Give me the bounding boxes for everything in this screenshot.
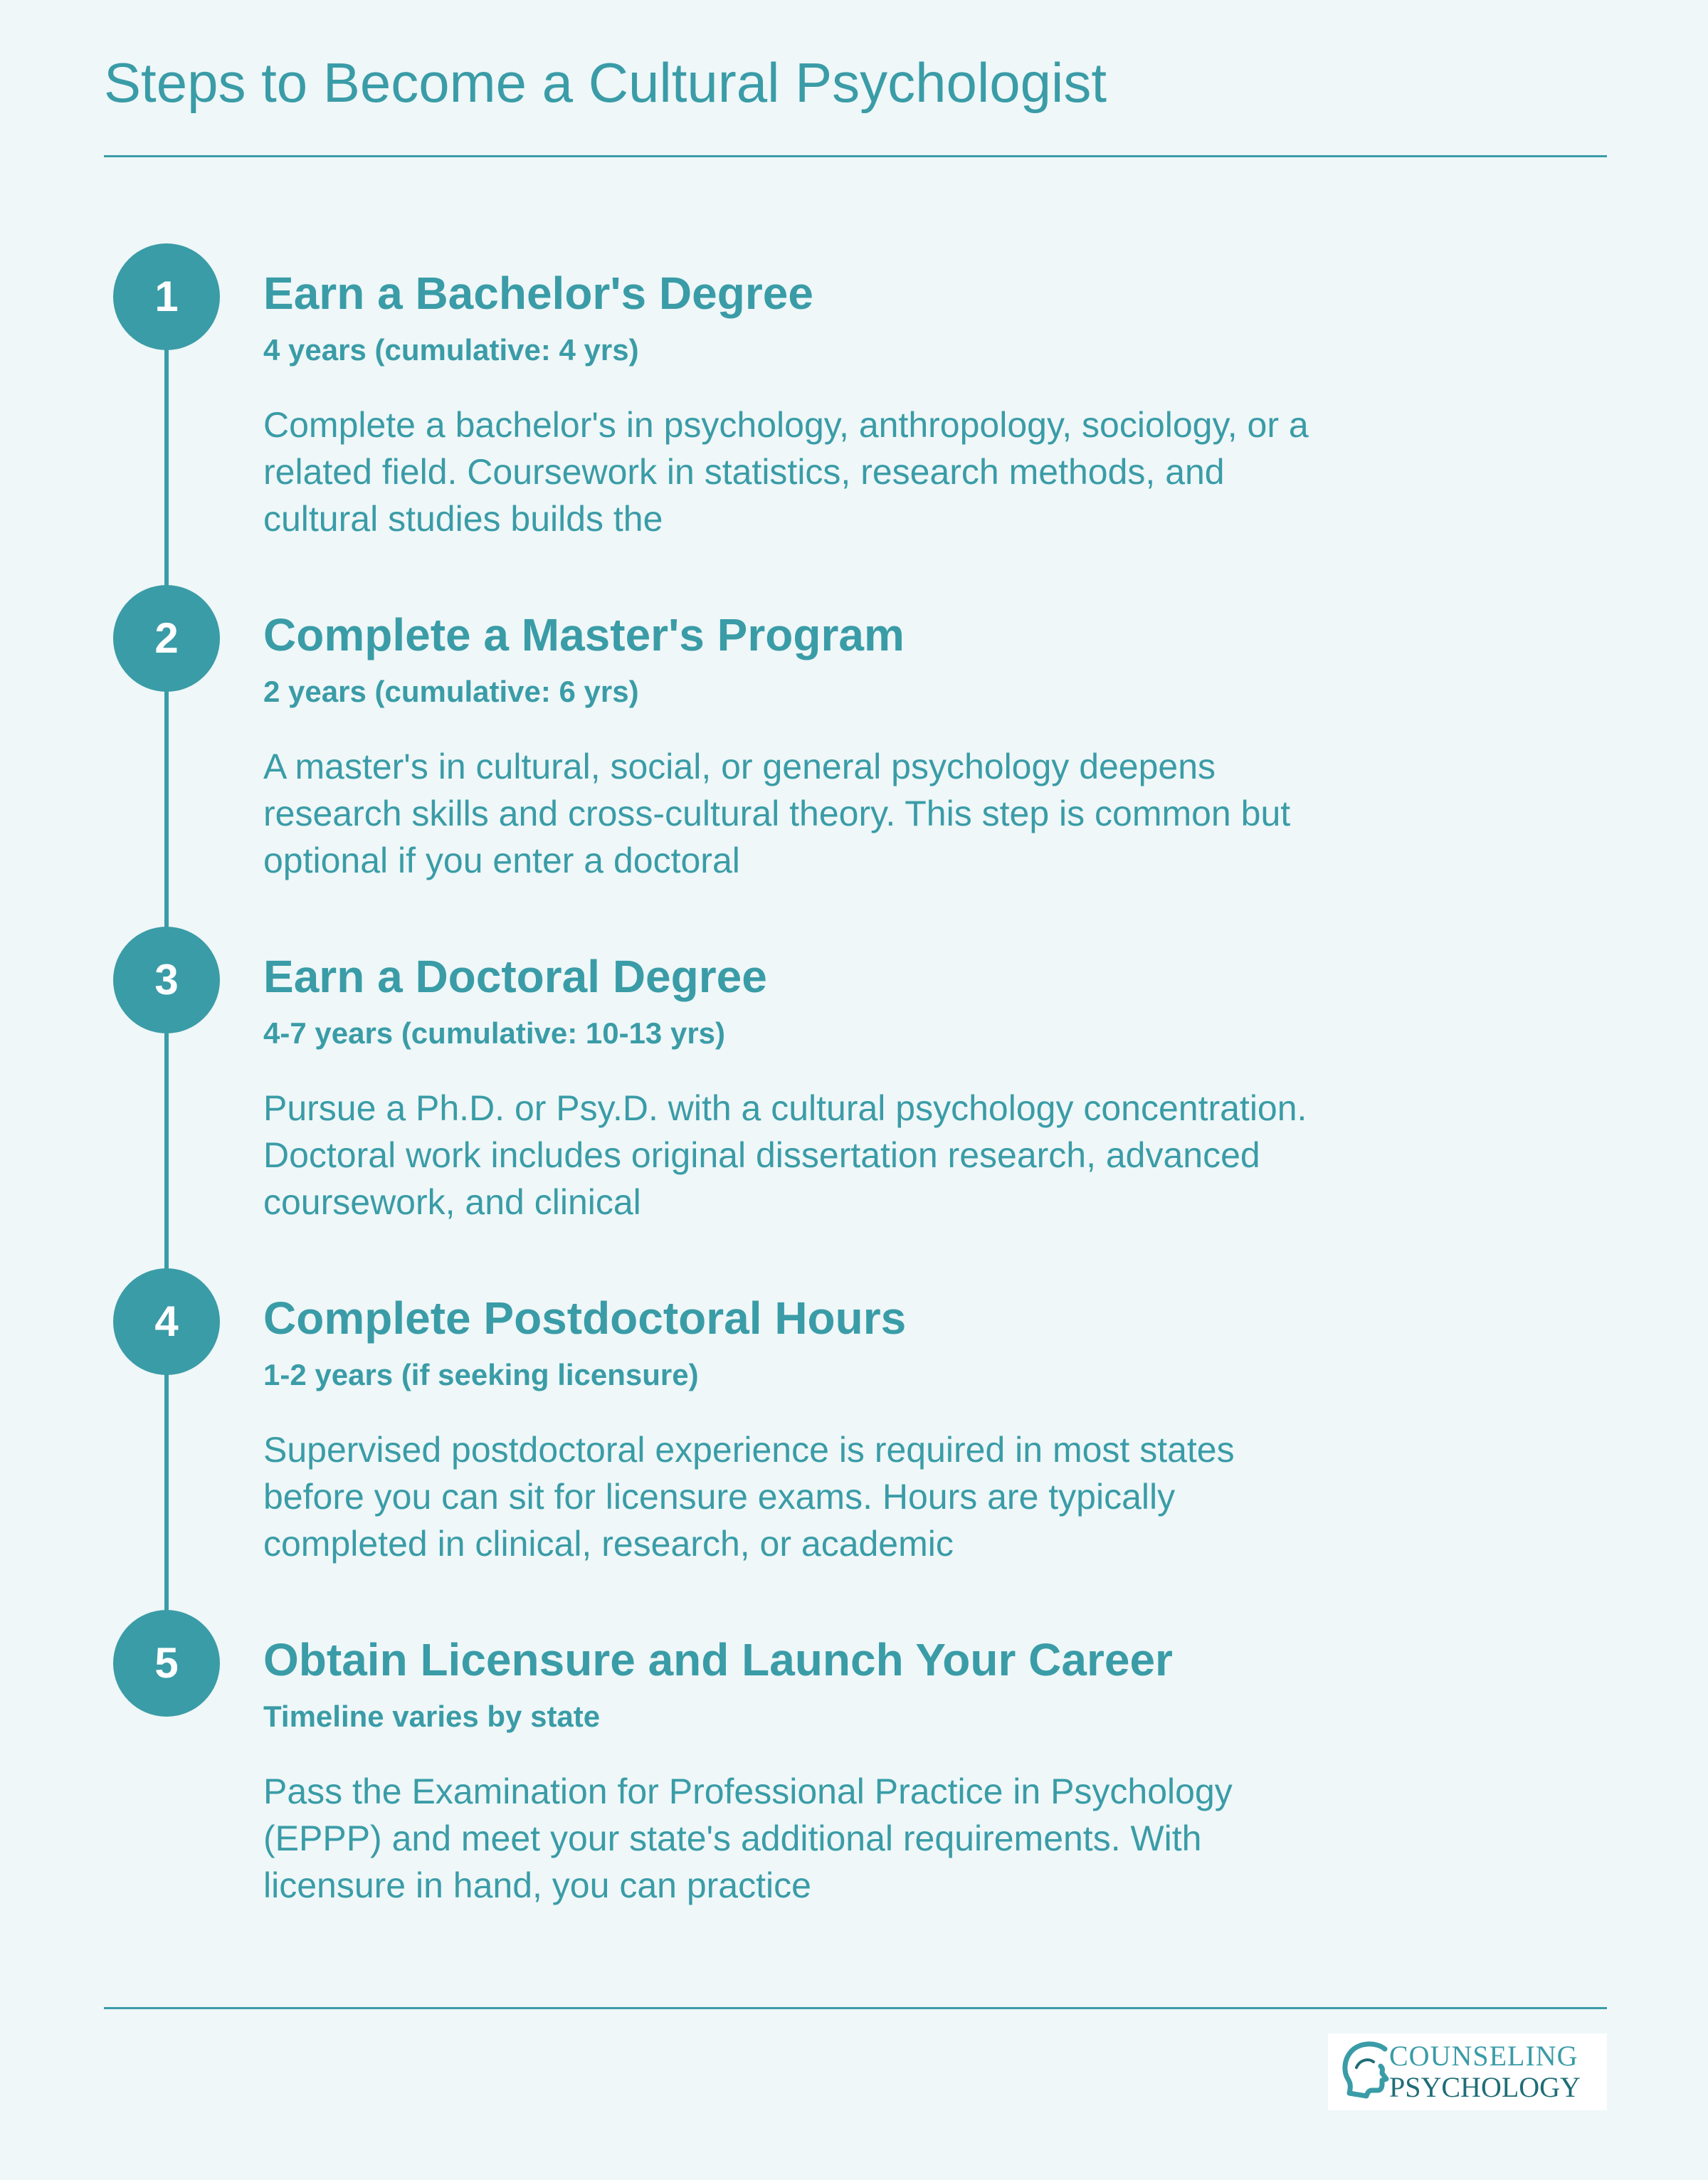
step-3 bbox=[0, 927, 1708, 1226]
step-duration: 1-2 years (if seeking licensure) bbox=[263, 1358, 699, 1391]
step-description: Pass the Examination for Professional Practice in Psychology (EPPP) and meet your state's additional requirements. With licensure in hand, you can practice bbox=[263, 1771, 1233, 1905]
step-duration: 4 years (cumulative: 4 yrs) bbox=[263, 333, 639, 367]
step-number-badge: 5 bbox=[113, 1610, 220, 1717]
step-1 bbox=[0, 243, 1708, 542]
step-description: Supervised postdoctoral experience is required in most states before you can sit for licensure exams. Hours are typically completed in clinical, research, or academic bbox=[263, 1430, 1235, 1564]
step-number-badge: 3 bbox=[113, 927, 220, 1033]
step-title: Earn a Doctoral Degree bbox=[263, 951, 767, 1002]
footer-divider bbox=[104, 2007, 1607, 2009]
step-duration: Timeline varies by state bbox=[263, 1700, 601, 1733]
step-duration: 2 years (cumulative: 6 yrs) bbox=[263, 675, 639, 708]
step-4 bbox=[0, 1268, 1708, 1567]
page-title: Steps to Become a Cultural Psychologist bbox=[104, 51, 1107, 114]
step-duration: 4-7 years (cumulative: 10-13 yrs) bbox=[263, 1016, 726, 1050]
step-number-badge: 2 bbox=[113, 585, 220, 692]
title-divider bbox=[104, 155, 1607, 157]
step-title: Complete Postdoctoral Hours bbox=[263, 1292, 907, 1344]
step-5 bbox=[0, 1610, 1708, 1909]
step-title: Obtain Licensure and Launch Your Career bbox=[263, 1634, 1173, 1685]
step-title: Complete a Master's Program bbox=[263, 609, 905, 660]
step-description: Pursue a Ph.D. or Psy.D. with a cultural psychology concentration. Doctoral work includes original dissertation research, advanced coursework, and clinical bbox=[263, 1088, 1307, 1222]
step-description: A master's in cultural, social, or general psychology deepens research skills and cross-cultural theory. This step is common but optional if you enter a doctoral bbox=[263, 747, 1291, 880]
logo-text-bottom: PSYCHOLOGY bbox=[1389, 2071, 1581, 2103]
step-number-badge: 1 bbox=[113, 243, 220, 350]
step-number-badge: 4 bbox=[113, 1268, 220, 1375]
logo-text-top: COUNSELING bbox=[1389, 2040, 1578, 2072]
step-2 bbox=[0, 585, 1708, 884]
step-title: Earn a Bachelor's Degree bbox=[263, 268, 813, 319]
step-description: Complete a bachelor's in psychology, anthropology, sociology, or a related field. Coursework in statistics, research methods, and cultural studies builds the bbox=[263, 405, 1309, 539]
counseling-psychology-logo bbox=[1328, 2033, 1607, 2110]
